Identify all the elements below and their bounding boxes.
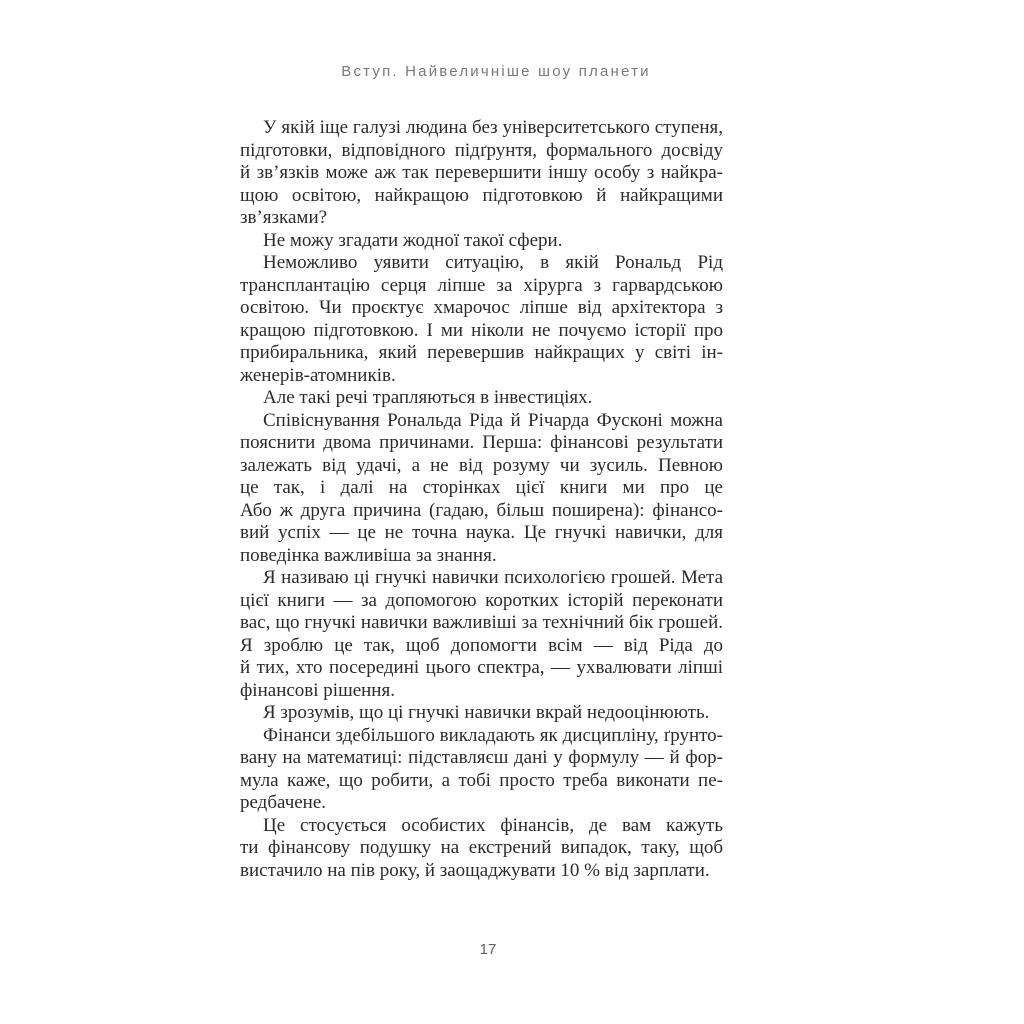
text-line: ти фінансову подушку на екстрений випадок, таку, щоб: [240, 837, 723, 858]
text-line: й тих, хто посередині цього спектра, — ухвалювати ліпші: [240, 657, 723, 678]
text-line: щою освітою, найкращою підготовкою й найкращими: [240, 184, 723, 206]
text-line: редбачене.: [240, 792, 327, 813]
text-line: Співіснування Рональда Ріда й Річарда Фусконі можна: [263, 409, 723, 431]
running-header: Вступ. Найвеличніше шоу планети: [341, 63, 651, 80]
body-text: [240, 117, 723, 882]
text-line: Або ж друга причина (гадаю, більш поширена): фінансо-: [240, 499, 723, 521]
text-line: Не можу згадати жодної такої сфери.: [263, 229, 563, 251]
text-line: зв’язками?: [240, 207, 328, 228]
text-line: Це стосується особистих фінансів, де вам кажуть: [263, 814, 723, 836]
text-line: Я зрозумів, що ці гнучкі навички вкрай недооцінюють.: [263, 702, 710, 723]
text-line: женерів-атомників.: [240, 364, 396, 386]
paragraph: [240, 117, 723, 230]
paragraph: [240, 410, 723, 568]
paragraph: [240, 702, 723, 725]
text-line: Але такі речі трапляються в інвестиціях.: [263, 387, 593, 408]
paragraph: [240, 725, 723, 815]
text-line: трансплантацію серця ліпше за хірурга з гарвардською: [240, 274, 723, 296]
text-line: підготовки, відповідного підґрунтя, формального досвіду: [240, 139, 723, 161]
text-line: вистачило на пів року, й заощаджувати 10 % від зарплати.: [240, 859, 710, 881]
text-line: У якій іще галузі людина без університетського ступеня,: [263, 117, 723, 138]
text-line: Неможливо уявити ситуацію, в якій Рональд Рід: [263, 252, 723, 273]
text-line: Фінанси здебільшого викладають як дисципліну, ґрунто-: [263, 724, 723, 746]
paragraph: [240, 567, 723, 702]
paragraph: [240, 230, 723, 253]
paragraph: [240, 387, 723, 410]
text-line: поведінка важливіша за знання.: [240, 544, 497, 566]
page-number: 17: [479, 941, 497, 958]
paragraph: [240, 815, 723, 883]
text-line: прибиральника, який перевершив найкращих у світі ін-: [240, 342, 723, 363]
text-line: це так, і далі на сторінках цієї книги ми про це: [240, 477, 723, 498]
text-line: вас, що гнучкі навички важливіші за технічний бік грошей.: [240, 612, 723, 633]
paragraph: [240, 252, 723, 387]
text-line: залежать від удачі, а не від розуму чи зусиль. Певною: [240, 454, 723, 476]
text-line: Я зроблю це так, щоб допомогти всім — від Ріда до: [240, 634, 723, 656]
text-line: пояснити двома причинами. Перша: фінансові результати: [240, 432, 723, 453]
text-line: мула каже, що робити, а тобі просто треба виконати пе-: [240, 769, 723, 791]
text-line: Я називаю ці гнучкі навички психологією грошей. Мета: [263, 567, 723, 588]
text-line: й зв’язків може аж так перевершити іншу особу з найкра-: [240, 162, 723, 183]
text-line: цієї книги — за допомогою коротких історій переконати: [240, 589, 723, 611]
text-line: фінансові рішення.: [240, 679, 395, 701]
text-line: освітою. Чи проєктує хмарочос ліпше від архітектора з: [240, 297, 723, 318]
text-line: вий успіх — це не точна наука. Це гнучкі навички, для: [240, 522, 723, 543]
text-line: вану на математиці: підставляєш дані у формулу — й фор-: [240, 747, 723, 768]
text-line: кращою підготовкою. І ми ніколи не почуємо історії про: [240, 319, 723, 341]
